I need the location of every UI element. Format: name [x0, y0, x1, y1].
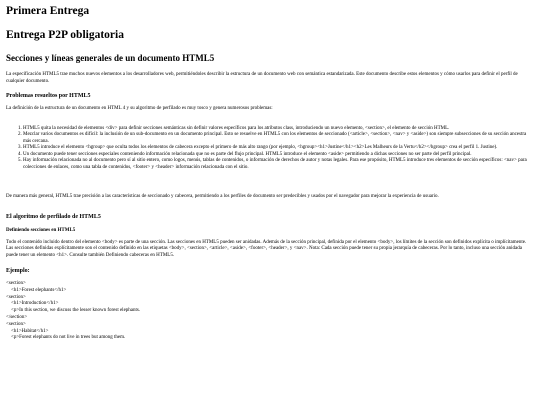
problems-heading: Problemas resueltos por HTML5: [6, 93, 91, 99]
section-heading: Secciones y líneas generales de un documento HTML5: [6, 53, 215, 63]
problems-list: [6, 126, 532, 172]
example-code: <section> <h1>Forest elephants</h1> <section> <h1>Introduction</h1> <p>In this section, we discuss the lesser known forest elephants. </section> <section> <h1>Habitat</h1> <p>Forest elephants do not live in trees but among them.: [6, 281, 141, 341]
conclusion-paragraph: De manera más general, HTML5 trae precisión a las características de seccionado y cabecera, permitiendo a los perfiles de documento ser predecibles y usados por el navegador para mejorar la experiencia de usuario.: [6, 194, 439, 199]
example-heading: Ejemplo:: [6, 268, 30, 274]
page-title: Primera Entrega: [6, 5, 90, 17]
algorithm-heading: El algoritmo de perfilado de HTML5: [6, 213, 101, 220]
list-item: 1. HTML5 quita la necesidad de elementos <div> para definir secciones semánticas sin definir valores específicos para los atributos class, introduciendo un nuevo elemento, <section>, el elemento de sección HTML.: [23, 126, 532, 133]
defining-paragraph: Todo el contenido incluido dentro del elemento <body> es parte de una sección. Las secciones en HTML5 pueden ser anidadas. Además de la sección principal, definida por el elemento <body>, los límites de la sección son definidos explícita o implícitamente. Las secciones definidas explícitamente son el contenido definido en las etiquetas <body>, <section>, <article>, <aside>, <footer>, <header>, y <nav>. Nota: Cada sección puede tener su propia jerarquía de cabeceras. Por lo tanto, incluso una sección anidada puede tener un elemento <h1>. Consulte también Definiendo cabeceras en HTML5.: [6, 239, 527, 258]
problems-intro: La definición de la estructura de un documento en HTML 4 y su algoritmo de perfilado es muy tosco y genera numerosos problemas:: [6, 106, 273, 111]
page-subtitle: Entrega P2P obligatoria: [6, 29, 124, 41]
list-item: 3. HTML5 introduce el elemento <hgroup> que oculta todos los elementos de cabecera excepto el primero de más alto rango (por ejemplo, <hgroup><h1>Justine</h1><h2>Les Malheurs de la Vertu</h2></hgroup> crea el perfil 1. Justine).: [23, 145, 532, 152]
defining-heading: Definiendo secciones en HTML5: [6, 227, 76, 233]
list-item: 5. Hay información relacionada no al documento pero sí al sitio entero, como logos, menús, tablas de contenidos, o información de derechos de autor y notas legales. Para ese propósito, HTML5 introduce tres elementos de sección específicos: <nav> para colecciones de enlaces, como una tabla de contenidos, <footer> y <header> información relacionada con el sitio.: [23, 158, 532, 171]
list-item: 4. Un documento puede tener secciones especiales conteniendo información relacionada que no es parte del flujo principal. HTML5 introduce el elemento <aside> permitiendo a dichas secciones no ser parte del perfil principal.: [23, 152, 532, 159]
intro-paragraph: La especificación HTML5 trae muchos nuevos elementos a los desarrolladores web, permitiéndoles describir la estructura de un documento web con semántica estandarizada. Este documento describe estos elementos y cómo usarlos para definir el perfil de cualquier documento.: [6, 72, 518, 84]
list-item: 2. Mezclar varios documentos es difícil: la inclusión de un sub-documento en un documento principal. Esto se resuelve en HTML5 con los elementos de seccionado (<article>, <section>, <nav> y <aside>) son siempre subsecciones de su sección ancestra más cercana.: [23, 132, 532, 145]
